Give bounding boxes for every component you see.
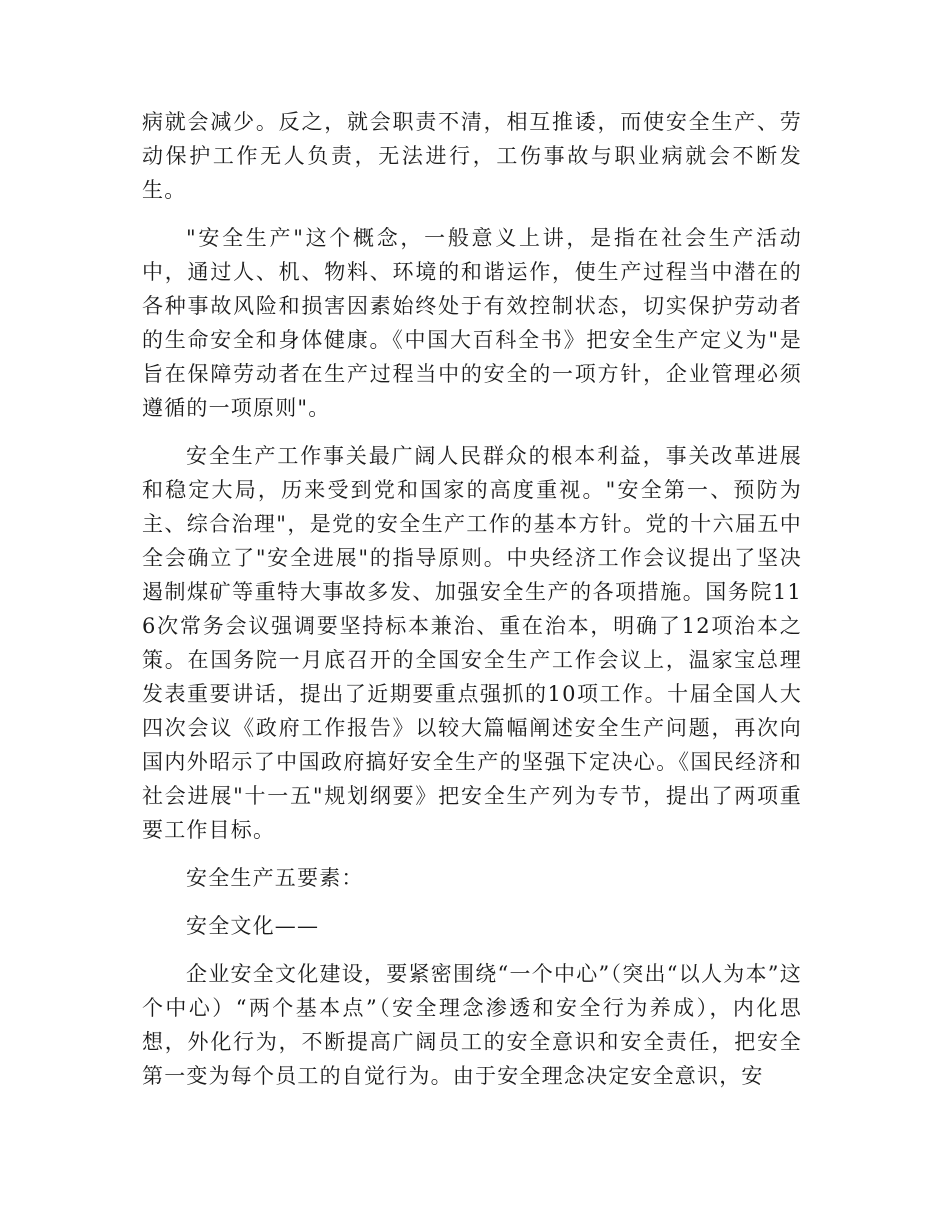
paragraph-continued: 病就会减少。反之，就会职责不清，相互推诿，而使安全生产、劳动保护工作无人负责，无法进行，工伤事故与职业病就会不断发生。 <box>142 110 802 202</box>
paragraph-safety-production-concept: "安全生产"这个概念，一般意义上讲，是指在社会生产活动中，通过人、机、物料、环境的和谐运作，使生产过程当中潜在的各种事故风险和损害因素始终处于有效控制状态，切实保护劳动者的生命安全和身体健康。《中国大百科全书》把安全生产定义为"是旨在保障劳动者在生产过程当中的安全的一项方针，企业管理必须遵循的一项原则"。 <box>142 226 802 420</box>
paragraph-safety-culture: 企业安全文化建设，要紧密围绕“一个中心”（突出“以人为本”这个中心）“两个基本点”（安全理念渗透和安全行为养成），内化思想，外化行为，不断提高广阔员工的安全意识和安全责任，把安全第一变为每个员工的自觉行为。由于安全理念决定安全意识，安 <box>142 962 802 1088</box>
paragraph-safety-policy: 安全生产工作事关最广阔人民群众的根本利益，事关改革进展和稳定大局，历来受到党和国家的高度重视。"安全第一、预防为主、综合治理"，是党的安全生产工作的基本方针。党的十六届五中全会确立了"安全进展"的指导原则。中央经济工作会议提出了坚决遏制煤矿等重特大事故多发、加强安全生产的各项措施。国务院116次常务会议强调要坚持标本兼治、重在治本，明确了12项治本之策。在国务院一月底召开的全国安全生产工作会议上，温家宝总理发表重要讲话，提出了近期要重点强抓的10项工作。十届全国人大四次会议《政府工作报告》以较大篇幅阐述安全生产问题，再次向国内外昭示了中国政府搞好安全生产的坚强下定决心。《国民经济和社会进展"十一五"规划纲要》把安全生产列为专节，提出了两项重要工作目标。 <box>142 444 802 842</box>
subsection-heading-safety-culture: 安全文化—— <box>186 914 320 938</box>
section-heading-five-elements: 安全生产五要素： <box>186 866 364 890</box>
document-body <box>142 105 802 1107</box>
